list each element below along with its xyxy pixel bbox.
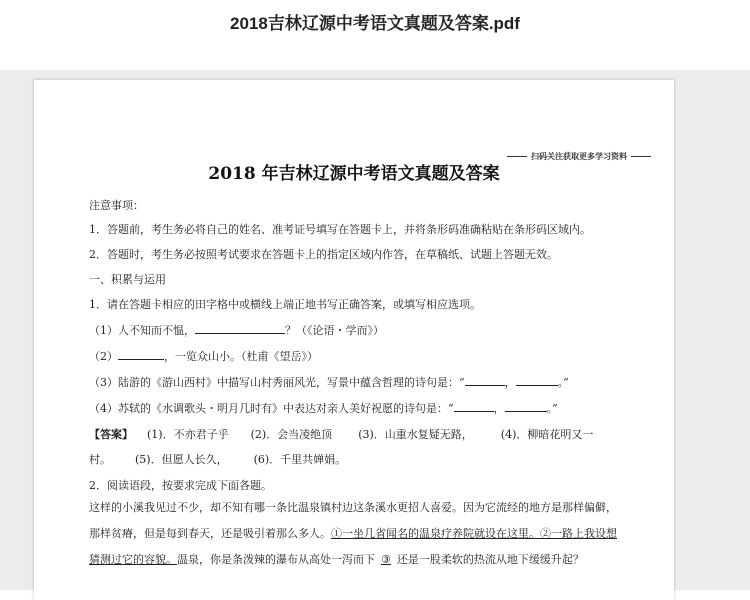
banner-dash-right: [631, 156, 651, 157]
banner-dash-left: [507, 156, 527, 157]
q2-stem: 2．阅读语段，按要求完成下面各题。: [89, 479, 272, 492]
notice-heading: 注意事项：: [89, 199, 144, 212]
q1-3-sep: ，: [504, 376, 516, 389]
q1-2-blank: [118, 348, 164, 360]
q1-4-blank-2: [505, 400, 547, 412]
q1-1-text-a: （1）人不知而不愠，: [89, 324, 195, 337]
q1-4-end: 。”: [546, 402, 558, 415]
passage-part-3: 还是一股柔软的热流从地下缓缓升起？: [396, 553, 584, 566]
pdf-page: [34, 80, 674, 600]
q1-1-text-b: ？（《论语・学而》）: [285, 324, 384, 337]
passage-part-2: 温泉，你是条泼辣的瀑布从高处一泻而下: [177, 553, 375, 566]
passage-blank-3: ③: [381, 553, 391, 566]
q1-stem: 1．请在答题卡相应的田字格中或横线上端正地书写正确答案，或填写相应选项。: [89, 298, 481, 311]
q1-2-text-b: ，一览众山小。（杜甫《望岳》）: [164, 350, 318, 363]
answer-tag: 【答案】: [89, 428, 133, 441]
q1-4-sep: ，: [493, 402, 505, 415]
q1-3-text: （3）陆游的《游山西村》中描写山村秀丽风光，写景中蕴含哲理的诗句是：“: [89, 376, 465, 389]
notice-2: 2．答题时，考生务必按照考试要求在答题卡上的指定区域内作答，在草稿纸、试题上答题无效。: [89, 248, 558, 261]
q1-4-text: （4）苏轼的《水调歌头・明月几时有》中表达对亲人美好祝愿的诗句是：“: [89, 402, 454, 415]
passage-sentence-1: ①一坐几省闻名的温泉疗养院就设在这里。: [331, 527, 540, 540]
q1-3-blank-2: [516, 374, 558, 386]
answer-4: (4)．柳暗花明又一: [500, 428, 594, 441]
answer-1: (1)．不亦君子乎: [147, 428, 229, 441]
title-bar: [0, 0, 750, 70]
answer-line-1: [89, 426, 593, 442]
section-heading: 一、积累与运用: [89, 273, 166, 286]
answer-4b: 村。: [89, 453, 111, 466]
answer-2: (2)．会当凌绝顶: [250, 428, 333, 441]
q1-3-end: 。”: [557, 376, 569, 389]
q1-1-blank: [195, 322, 285, 334]
document-title: 2018 年吉林辽源中考语文真题及答案: [208, 164, 500, 184]
answer-line-2: [89, 451, 346, 467]
q1-2-text-a: （2）: [89, 350, 118, 363]
passage-sentence-2: ②一路上我设想猜测过它的容貌。: [89, 527, 617, 566]
q1-item-2: [89, 348, 318, 364]
file-title: 2018吉林辽源中考语文真题及答案.pdf: [230, 14, 520, 33]
passage-part-1: 这样的小溪我见过不少，却不知有哪一条比温泉镇村边这条溪水更招人喜爱。因为它流经的地方是那样偏僻，那样贫瘠，但是每到春天，还是吸引着那么多人。: [89, 501, 617, 540]
q1-item-4: [89, 400, 558, 416]
answer-3: (3)．山重水复疑无路，: [358, 428, 473, 441]
q1-3-blank-1: [465, 374, 505, 386]
q1-item-1: [89, 322, 384, 338]
reading-passage: [89, 495, 619, 573]
banner-text: 扫码关注获取更多学习资料: [531, 152, 627, 161]
notice-1: 1．答题前，考生务必将自己的姓名、准考证号填写在答题卡上，并将条形码准确粘贴在条形码区域内。: [89, 223, 591, 236]
q1-4-blank-1: [454, 400, 494, 412]
answer-5: (5)．但愿人长久，: [135, 453, 228, 466]
answer-6: (6)．千里共婵娟。: [253, 453, 347, 466]
q1-item-3: [89, 374, 569, 390]
